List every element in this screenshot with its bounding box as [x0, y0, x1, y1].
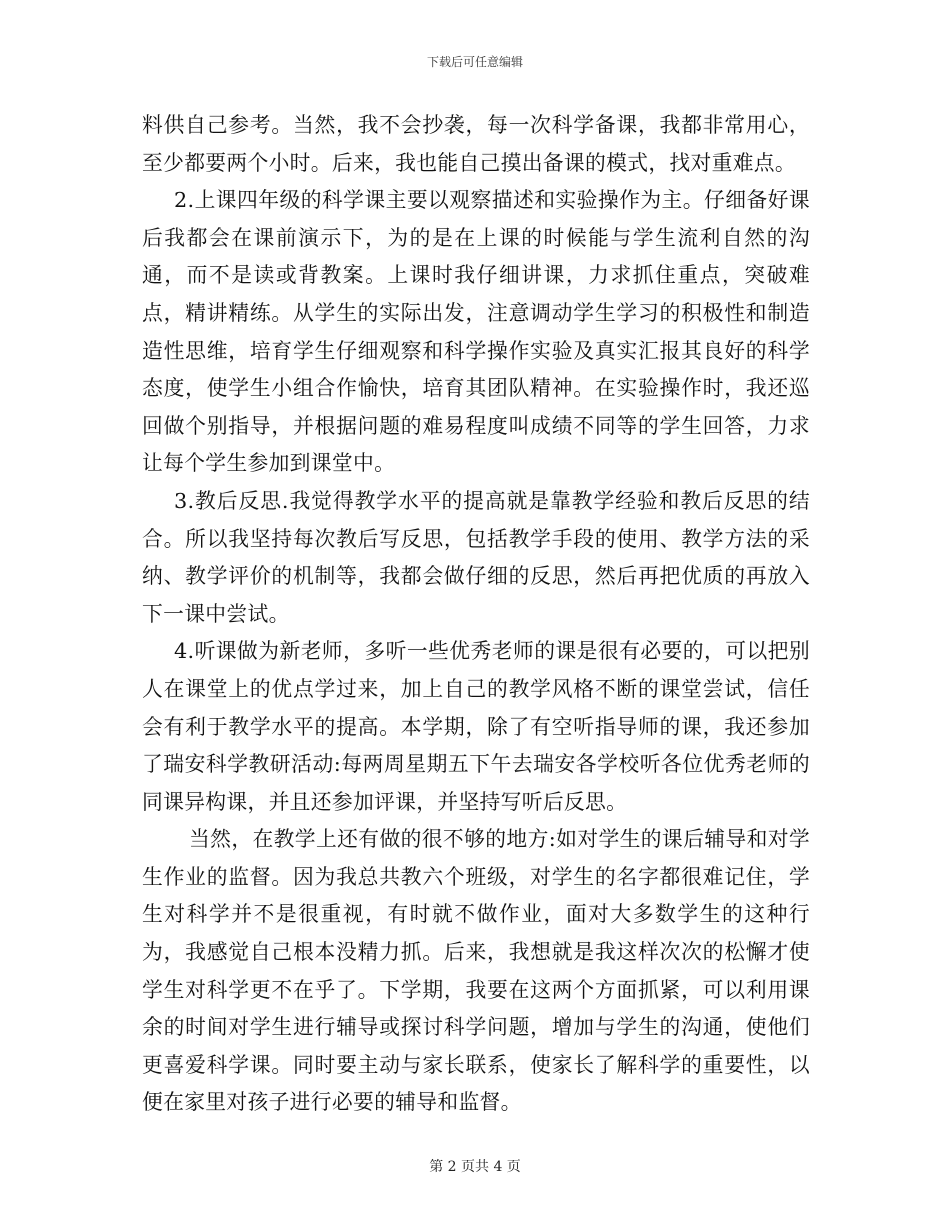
- page-header: 下载后可任意编辑: [426, 55, 523, 69]
- paragraph-item-3: 3.教后反思.我觉得教学水平的提高就是靠教学经验和教后反思的结合。所以我坚持每次教后写反思，包括教学手段的使用、教学方法的采纳、教学评价的机制等，我都会做仔细的反思，然后再把优质的再放入下一课中尝试。: [142, 488, 810, 626]
- paragraph-conclusion: 当然，在教学上还有做的很不够的地方:如对学生的课后辅导和对学生作业的监督。因为我总共教六个班级，对学生的名字都很难记住，学生对科学并不是很重视，有时就不做作业，面对大多数学生的这种行为，我感觉自己根本没精力抓。后来，我想就是我这样次次的松懈才使学生对科学更不在乎了。下学期，我要在这两个方面抓紧，可以利用课余的时间对学生进行辅导或探讨科学问题，增加与学生的沟通，使他们更喜爱科学课。同时要主动与家长联系，使家长了解科学的重要性，以便在家里对孩子进行必要的辅导和监督。: [142, 827, 810, 1115]
- page-footer: 第 2 页共 4 页: [429, 1159, 521, 1175]
- document-body: [142, 107, 810, 1122]
- paragraph-item-2: 2.上课四年级的科学课主要以观察描述和实验操作为主。仔细备好课后我都会在课前演示下，为的是在上课的时候能与学生流利自然的沟通，而不是读或背教案。上课时我仔细讲课，力求抓住重点，突破难点，精讲精练。从学生的实际出发，注意调动学生学习的积极性和制造造性思维，培育学生仔细观察和科学操作实验及真实汇报其良好的科学态度，使学生小组合作愉快，培育其团队精神。在实验操作时，我还巡回做个别指导，并根据问题的难易程度叫成绩不同等的学生回答，力求让每个学生参加到课堂中。: [142, 188, 810, 476]
- paragraph-continuation: 料供自己参考。当然，我不会抄袭，每一次科学备课，我都非常用心，至少都要两个小时。后来，我也能自己摸出备课的模式，找对重难点。: [142, 113, 810, 175]
- paragraph-item-4: 4.听课做为新老师，多听一些优秀老师的课是很有必要的，可以把别人在课堂上的优点学过来，加上自己的教学风格不断的课堂尝试，信任会有利于教学水平的提高。本学期，除了有空听指导师的课，我还参加了瑞安科学教研活动:每两周星期五下午去瑞安各学校听各位优秀老师的同课异构课，并且还参加评课，并坚持写听后反思。: [142, 639, 810, 814]
